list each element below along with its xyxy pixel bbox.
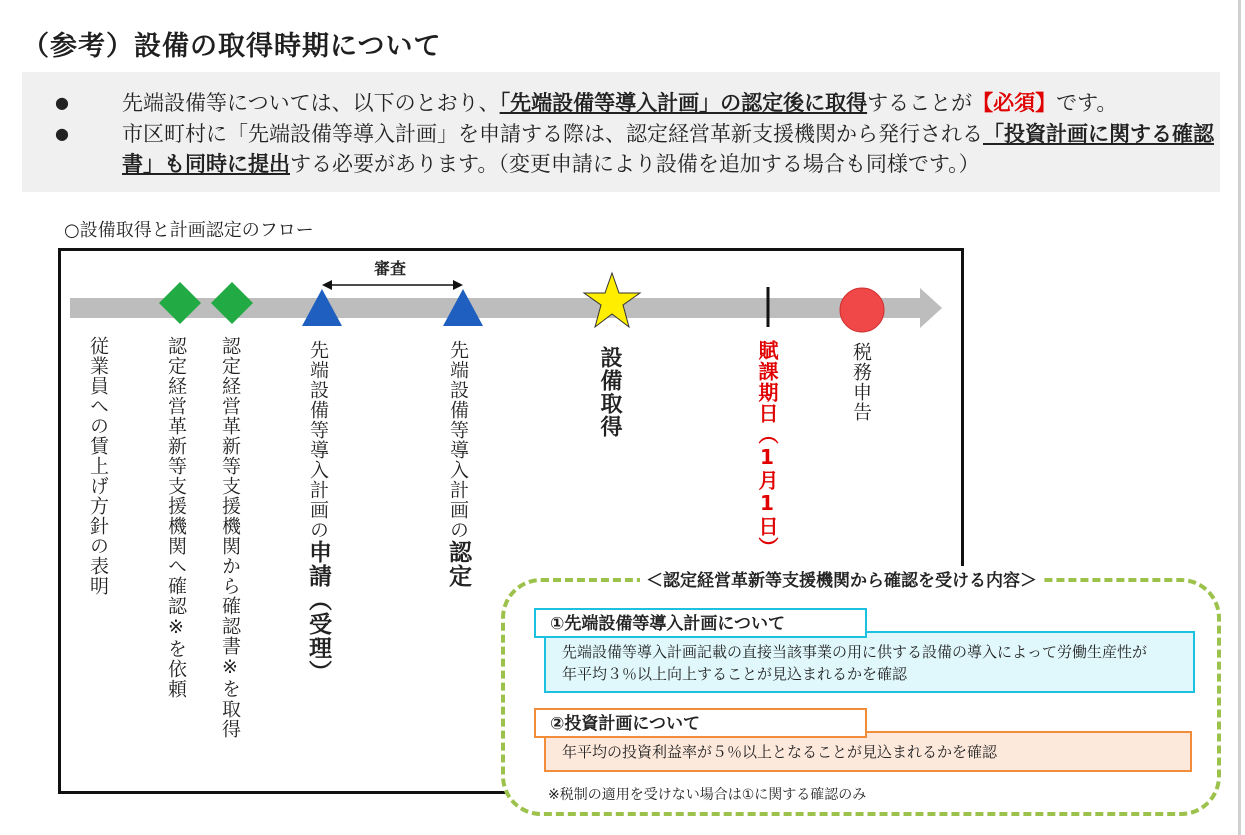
review-label: 審査 (374, 259, 407, 278)
step-request-confirmation: 認定経営革新等支援機関へ確認※を依頼 (165, 336, 187, 699)
step-wage-policy: 従業員への賃上げ方針の表明 (87, 336, 109, 596)
item-1-body (544, 631, 1195, 693)
bullet-2-text-end: する必要があります。（変更申請により設備を追加する場合も同様です。） (290, 152, 980, 176)
step-application-bold: 申請（受理） (305, 540, 331, 684)
step-approval (446, 340, 470, 588)
bullet-1-emphasis: 「先端設備等導入計画」の認定後に取得 (499, 91, 868, 115)
flow-title: ○設備取得と計画認定のフロー (64, 220, 314, 241)
circle-marker (840, 288, 884, 332)
step-assessment-date: 賦課期日（1月1日） (755, 340, 779, 558)
review-arrow-right-icon (453, 280, 463, 290)
bullet-dot-icon: ● (55, 93, 69, 112)
item-1-header: ①先端設備等導入計画について (534, 608, 867, 638)
bullet-1-text-end: です。 (1056, 91, 1118, 115)
item-1-body-line-2: 年平均３％以上向上することが見込まれるかを確認 (562, 665, 908, 683)
step-approval-text: 先端設備等導入計画の (447, 340, 469, 540)
page-title: （参考）設備の取得時期について (22, 31, 442, 62)
bullet-dot-icon: ● (55, 124, 69, 143)
item-2-body-text: 年平均の投資利益率が５％以上となることが見込まれるかを確認 (562, 743, 998, 761)
bullet-2-emphasis: 「投資計画に関する確認書」も同時に提出 (122, 122, 1214, 176)
confirmation-title: ＜認定経営革新等支援機関から確認を受ける内容＞ (640, 566, 1043, 591)
step-approval-bold: 認定 (445, 540, 471, 588)
review-arrow-left-icon (322, 280, 332, 290)
item-2-header: ②投資計画について (534, 708, 867, 738)
step-tax-filing: 税務申告 (850, 342, 872, 422)
step-application (306, 340, 330, 684)
confirmation-note: ※税制の適用を受けない場合は①に関する確認のみ (548, 787, 867, 803)
step-application-text: 先端設備等導入計画の (307, 340, 329, 540)
bullet-1-text-mid: することが (867, 91, 973, 115)
bullet-1-text: 先端設備等については、以下のとおり、 (122, 91, 500, 115)
step-obtain-certificate: 認定経営革新等支援機関から確認書※を取得 (219, 336, 241, 739)
required-badge: 【必須】 (972, 91, 1057, 115)
bullet-2-text: 市区町村に「先端設備等導入計画」を申請する際は、認定経営革新支援機関から発行される (122, 122, 983, 146)
step-acquire-equipment: 設備取得 (597, 346, 622, 438)
timeline-arrowhead (920, 288, 942, 328)
item-1-body-line-1: 先端設備等導入計画記載の直接当該事業の用に供する設備の導入によって労働生産性が (562, 643, 1148, 661)
